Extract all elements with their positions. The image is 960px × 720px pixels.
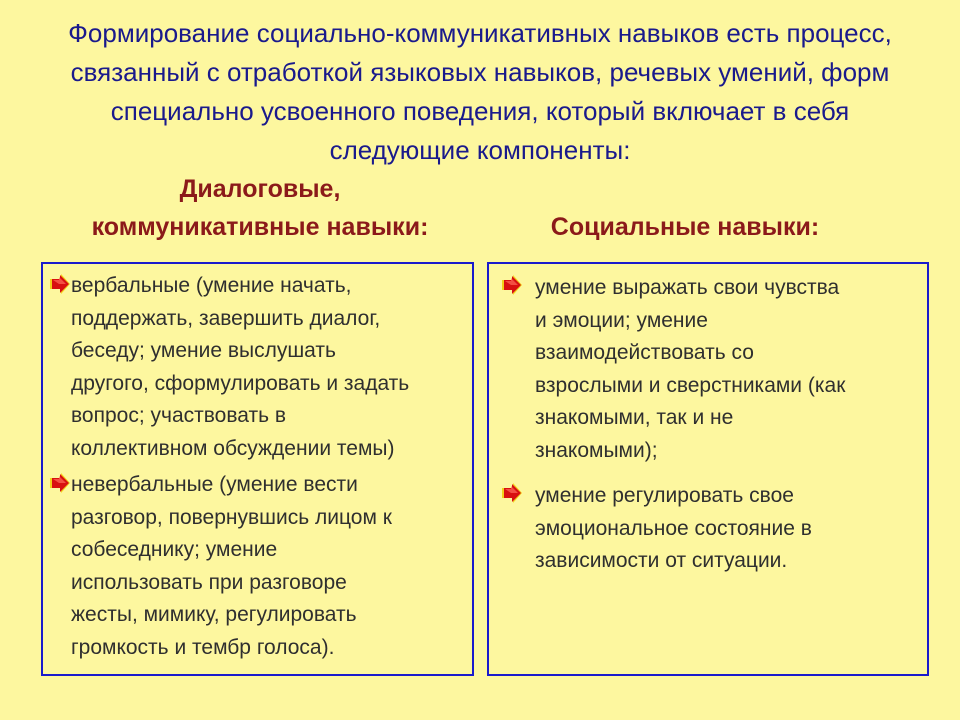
left-skills-box <box>41 262 474 676</box>
list-item-verbal: вербальные (умение начать, поддержать, завершить диалог, беседу; умение выслушать другого, сформулировать и задать вопрос; участвовать в коллективном обсуждении темы) <box>71 274 410 460</box>
red-arrow-bullet-icon <box>49 472 71 494</box>
list-item-regulate-emotions: умение регулировать свое эмоциональное состояние в зависимости от ситуации. <box>535 484 812 572</box>
left-column-heading: Диалоговые, коммуникативные навыки: <box>91 175 429 241</box>
right-column-heading: Социальные навыки: <box>550 213 820 241</box>
list-item-nonverbal: невербальные (умение вести разговор, повернувшись лицом к собеседнику; умение использовать при разговоре жесты, мимику, регулировать громкость и тембр голоса). <box>71 473 392 659</box>
right-skills-box <box>487 262 929 676</box>
red-arrow-bullet-icon <box>49 273 71 295</box>
red-arrow-bullet-icon <box>501 482 523 504</box>
red-arrow-bullet-icon <box>501 274 523 296</box>
slide-title: Формирование социально-коммуникативных навыков есть процесс, связанный с отработкой языковых навыков, речевых умений, форм специально усвоенного поведения, который включает в себя следующие компоненты: <box>68 18 892 165</box>
list-item-express-feelings: умение выражать свои чувства и эмоции; умение взаимодействовать со взрослыми и сверстниками (как знакомыми, так и не знакомыми); <box>535 276 846 462</box>
